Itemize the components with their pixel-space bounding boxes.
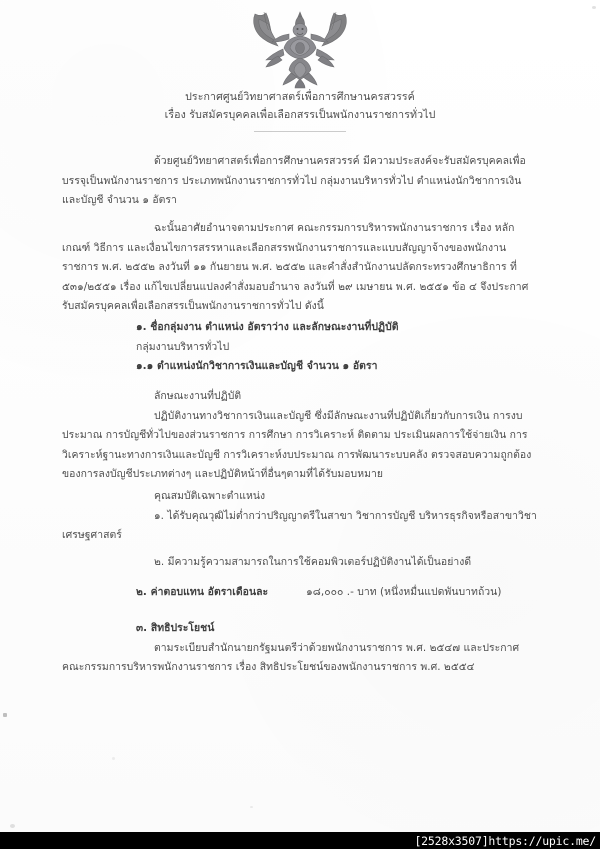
authority-paragraph-text: ฉะนั้นอาศัยอำนาจตามประกาศ คณะกรรมการบริหารพนักงานราชการ เรื่อง หลักเกณฑ์ วิธีการ และเงื่อนไขการสรรหาและเลือกสรรพนักงานราชการและแบบสัญญาจ้างของพนักงานราชการ พ.ศ. ๒๕๕๒ ลงวันที่ ๑๑ กันยายน พ.ศ. ๒๕๕๒ และคำสั่งสำนักงานปลัดกระทรวงศึกษาธิการ ที่ ๕๓๑/๒๕๕๑ เรื่อง แก้ไขเปลี่ยนแปลงคำสั่งมอบอำนาจ ลงวันที่ ๒๙ เมษายน พ.ศ. ๒๕๕๑ ข้อ ๔ จึงประกาศรับสมัครบุคคลเพื่อเลือกสรรเป็นพนักงานราชการทั่วไป ดังนี้ xyxy=(62,222,529,313)
garuda-emblem xyxy=(248,8,352,90)
intro-paragraph xyxy=(62,152,540,211)
scan-artifact-speck xyxy=(112,757,115,760)
qualification-heading: คุณสมบัติเฉพาะตำแหน่ง xyxy=(154,490,266,502)
title-divider xyxy=(254,131,346,132)
section-1-position-row xyxy=(62,357,540,377)
qualification-item-2-row xyxy=(62,553,540,573)
qualification-heading-row xyxy=(62,487,540,507)
section-1-group-row xyxy=(62,338,540,358)
watermark-url[interactable]: https://upic.me/ xyxy=(488,834,596,848)
watermark-text xyxy=(414,834,596,848)
authority-paragraph xyxy=(62,219,540,317)
section-1-heading: ๑. ชื่อกลุ่มงาน ตำแหน่ง อัตราว่าง และลักษณะงานที่ปฏิบัติ xyxy=(136,321,399,333)
watermark-dimensions: [2528x3507] xyxy=(414,834,489,848)
duties-heading-row xyxy=(62,387,540,407)
section-3 xyxy=(62,619,540,678)
section-3-text: ตามระเบียบสำนักนายกรัฐมนตรีว่าด้วยพนักงานราชการ พ.ศ. ๒๕๔๗ และประกาศคณะกรรมการบริหารพนักงานราชการ เรื่อง สิทธิประโยชน์ของพนักงานราชการ พ.ศ. ๒๕๕๔ xyxy=(62,641,520,674)
intro-paragraph-text: ด้วยศูนย์วิทยาศาสตร์เพื่อการศึกษานครสวรรค์ มีความประสงค์จะรับสมัครบุคคลเพื่อบรรจุเป็นพนักงานราชการ ประเภทพนักงานราชการทั่วไป กลุ่มงานบริหารทั่วไป ตำแหน่งนักวิชาการเงินและบัญชี จำนวน ๑ อัตรา xyxy=(62,155,526,207)
scan-artifact-speck xyxy=(250,806,253,808)
scan-artifact-speck xyxy=(3,713,7,717)
document-title-block xyxy=(0,88,600,132)
qualification-item-1-row xyxy=(62,507,540,546)
duties-text: ปฏิบัติงานทางวิชาการเงินและบัญชี ซึ่งมีลักษณะงานที่ปฏิบัติเกี่ยวกับการเงิน การงบประมาณ การบัญชีทั่วไปของส่วนราชการ การศึกษา การวิเคราะห์ ติดตาม ประเมินผลการใช้จ่ายเงิน การวิเคราะห์ฐานะทางการเงินและบัญชี การวิเคราะห์งบประมาณ การพัฒนาระบบคลัง ตรวจสอบความถูกต้องของการลงบัญชีประเภทต่างๆ และปฏิบัติหน้าที่อื่นๆตามที่ได้รับมอบหมาย xyxy=(62,409,532,481)
section-1-group-line: กลุ่มงานบริหารทั่วไป xyxy=(136,340,230,353)
scan-artifact-speck xyxy=(10,824,15,828)
emblem-container xyxy=(0,8,600,90)
section-2-amount: ๑๘,๐๐๐ .- บาท (หนึ่งหมื่นแปดพันบาทถ้วน) xyxy=(306,586,502,598)
duties-text-row xyxy=(62,407,540,485)
footer-watermark-bar xyxy=(0,832,600,849)
section-1-position-line: ๑.๑ ตำแหน่งนักวิชาการเงินและบัญชี จำนวน ๑ อัตรา xyxy=(136,360,378,373)
section-1-heading-row xyxy=(62,318,540,338)
duties-heading: ลักษณะงานที่ปฏิบัติ xyxy=(154,390,242,402)
section-3-heading-row xyxy=(62,619,540,639)
qualification-item-2: ๒. มีความรู้ความสามารถในการใช้คอมพิวเตอร์ปฏิบัติงานได้เป็นอย่างดี xyxy=(154,556,472,568)
page-title-line-2: เรื่อง รับสมัครบุคคลเพื่อเลือกสรรเป็นพนักงานราชการทั่วไป xyxy=(164,109,436,121)
section-1 xyxy=(62,318,540,377)
qualification-item-1: ๑. ได้รับคุณวุฒิไม่ต่ำกว่าปริญญาตรีในสาขา วิชาการบัญชี บริหารธุรกิจหรือสาขาวิชาเศรษฐศาสตร์ xyxy=(62,509,537,542)
page-title-line-1: ประกาศศูนย์วิทยาศาสตร์เพื่อการศึกษานครสวรรค์ xyxy=(185,91,415,103)
section-3-text-row xyxy=(62,639,540,678)
section-2 xyxy=(62,583,540,603)
section-2-heading: ๒. ค่าตอบแทน อัตราเดือนละ xyxy=(136,586,269,598)
section-3-heading: ๓. สิทธิประโยชน์ xyxy=(136,622,215,634)
qualification-block xyxy=(62,487,540,546)
section-2-row xyxy=(62,583,540,603)
duties-block xyxy=(62,387,540,485)
